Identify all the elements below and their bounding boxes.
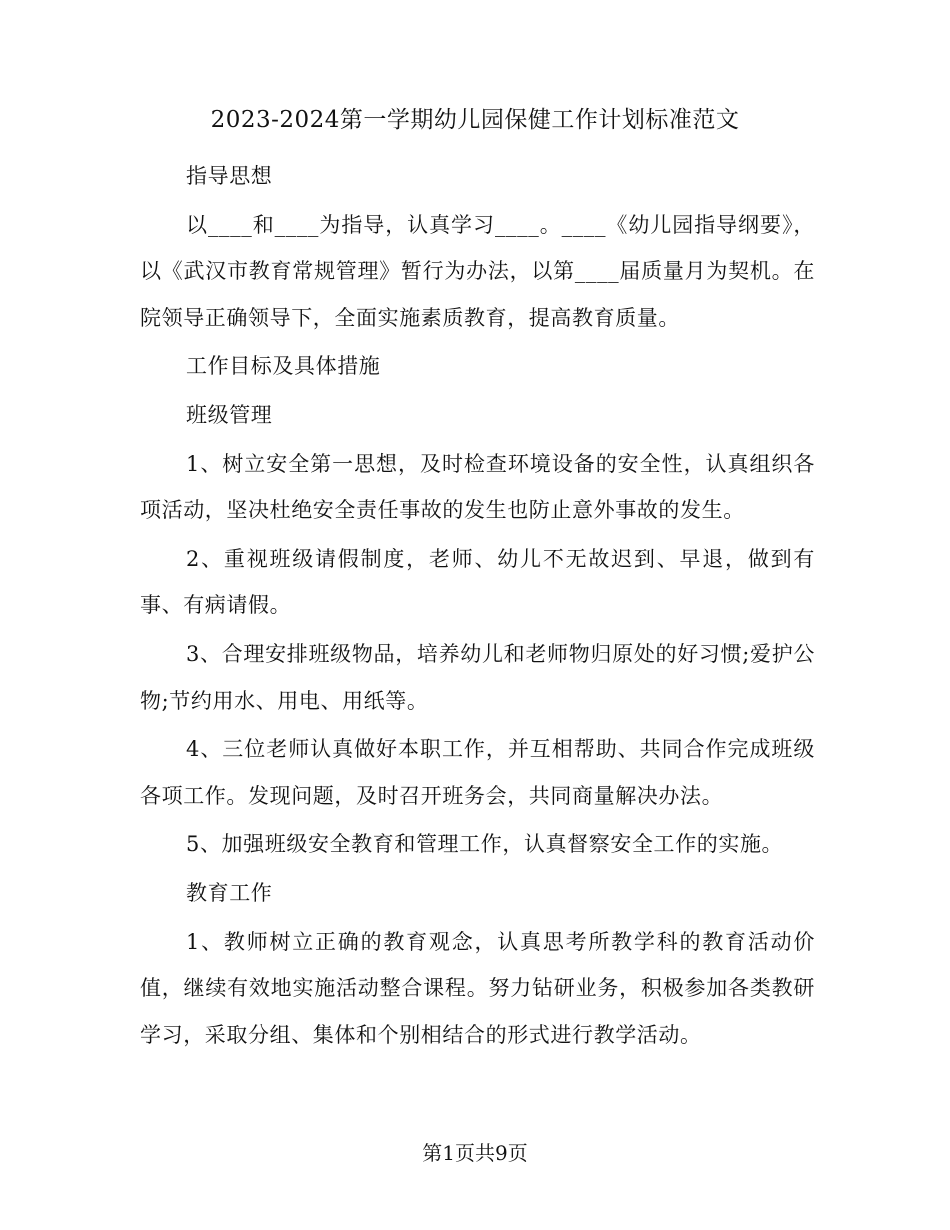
section-heading-class-management: 班级管理 [186, 402, 273, 427]
section-heading-goals-measures: 工作目标及具体措施 [186, 354, 381, 379]
list-item-class-management-2: 2、重视班级请假制度，老师、幼儿不无故迟到、早退，做到有事、有病请假。 [140, 546, 815, 618]
list-item-class-management-1: 1、树立安全第一思想，及时检查环境设备的安全性，认真组织各项活动，坚决杜绝安全责任事故的发生也防止意外事故的发生。 [140, 451, 815, 523]
section-heading-education-work: 教育工作 [186, 880, 273, 905]
list-item-education-work-1: 1、教师树立正确的教育观念，认真思考所教学科的教育活动价值，继续有效地实施活动整合课程。努力钻研业务，积极参加各类教研学习，采取分组、集体和个别相结合的形式进行教学活动。 [140, 929, 815, 1047]
paragraph-guiding-ideology: 以____和____为指导，认真学习____。____《幼儿园指导纲要》，以《武汉市教育常规管理》暂行为办法，以第____届质量月为契机。在院领导正确领导下，全面实施素质教育，提高教育质量。 [140, 212, 815, 330]
section-heading-guiding-ideology: 指导思想 [186, 164, 273, 188]
document-body [140, 153, 815, 1060]
list-item-class-management-5: 5、加强班级安全教育和管理工作，认真督察安全工作的实施。 [186, 832, 784, 857]
list-item-class-management-4: 4、三位老师认真做好本职工作，并互相帮助、共同合作完成班级各项工作。发现问题，及时召开班务会，共同商量解决办法。 [140, 737, 815, 808]
list-item-class-management-3: 3、合理安排班级物品，培养幼儿和老师物归原处的好习惯;爱护公物;节约用水、用电、用纸等。 [140, 641, 815, 713]
page-number-footer: 第1页共9页 [422, 1141, 528, 1165]
document-title: 2023-2024第一学期幼儿园保健工作计划标准范文 [210, 107, 740, 133]
